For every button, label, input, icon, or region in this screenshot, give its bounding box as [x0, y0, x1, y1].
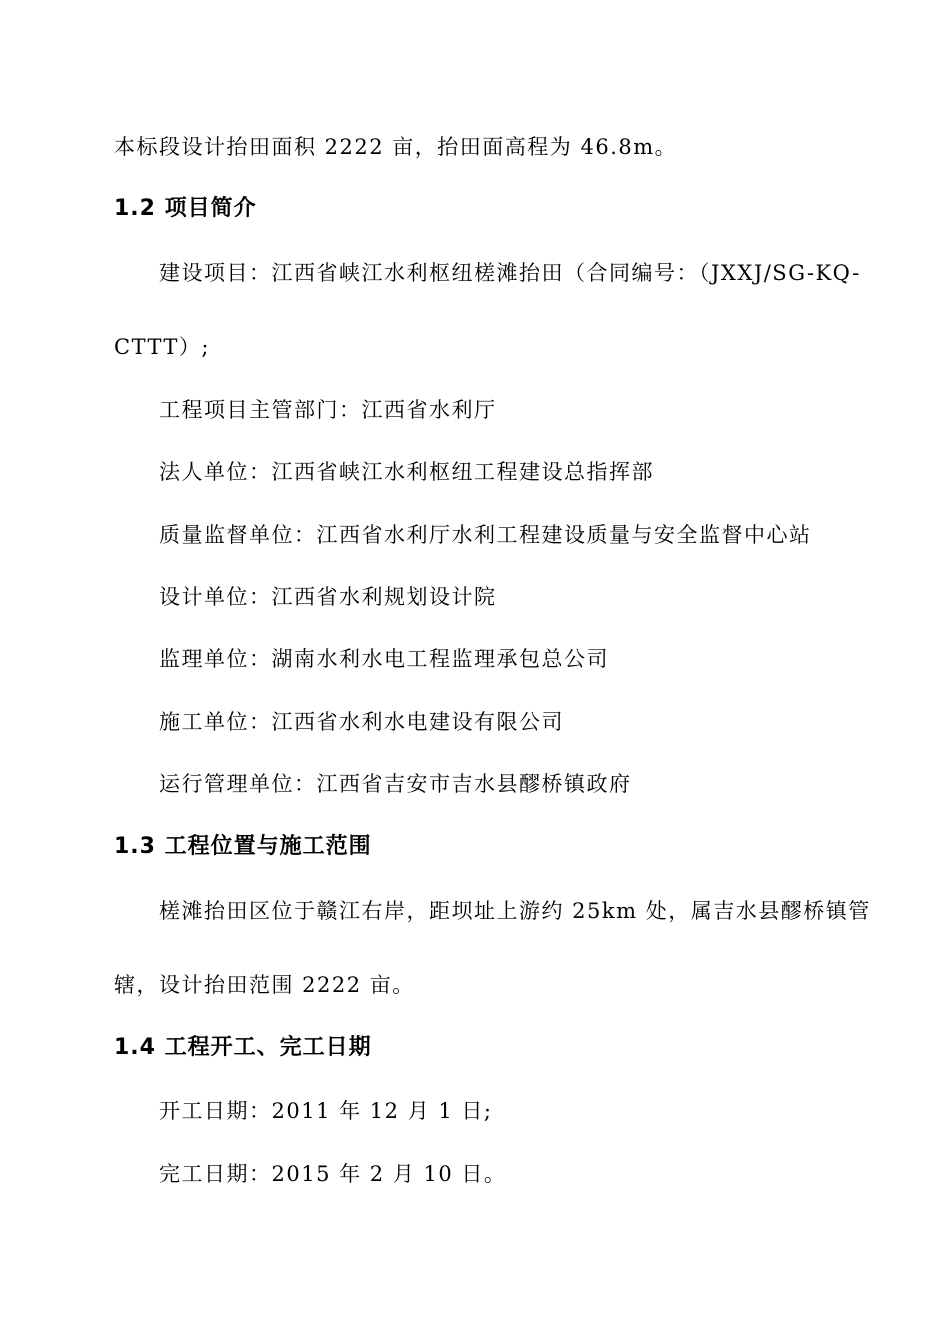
- design-unit: 设计单位：江西省水利规划设计院: [159, 585, 497, 609]
- section-heading-1-3: 1.3 工程位置与施工范围: [114, 834, 372, 859]
- section-heading-1-4: 1.4 工程开工、完工日期: [114, 1035, 372, 1060]
- quality-supervision-unit: 质量监督单位：江西省水利厅水利工程建设质量与安全监督中心站: [159, 523, 812, 547]
- intro-paragraph: 本标段设计抬田面积 2222 亩，抬田面高程为 46.8m。: [114, 135, 678, 159]
- location-paragraph-line2: 辖，设计抬田范围 2222 亩。: [114, 973, 415, 997]
- legal-entity: 法人单位：江西省峡江水利枢纽工程建设总指挥部: [159, 460, 654, 484]
- project-name-line2: CTTT）;: [114, 335, 210, 359]
- supervising-department: 工程项目主管部门：江西省水利厅: [159, 398, 497, 422]
- project-name-line1: 建设项目：江西省峡江水利枢纽槎滩抬田（合同编号：（JXXJ/SG-KQ-: [159, 261, 861, 285]
- supervision-unit: 监理单位：湖南水利水电工程监理承包总公司: [159, 647, 609, 671]
- section-heading-1-2: 1.2 项目简介: [114, 196, 257, 221]
- location-paragraph-line1: 槎滩抬田区位于赣江右岸，距坝址上游约 25km 处，属吉水县醪桥镇管: [159, 899, 871, 923]
- construction-unit: 施工单位：江西省水利水电建设有限公司: [159, 710, 564, 734]
- operation-management-unit: 运行管理单位：江西省吉安市吉水县醪桥镇政府: [159, 772, 632, 796]
- completion-date: 完工日期：2015 年 2 月 10 日。: [159, 1162, 507, 1186]
- start-date: 开工日期：2011 年 12 月 1 日;: [159, 1099, 493, 1123]
